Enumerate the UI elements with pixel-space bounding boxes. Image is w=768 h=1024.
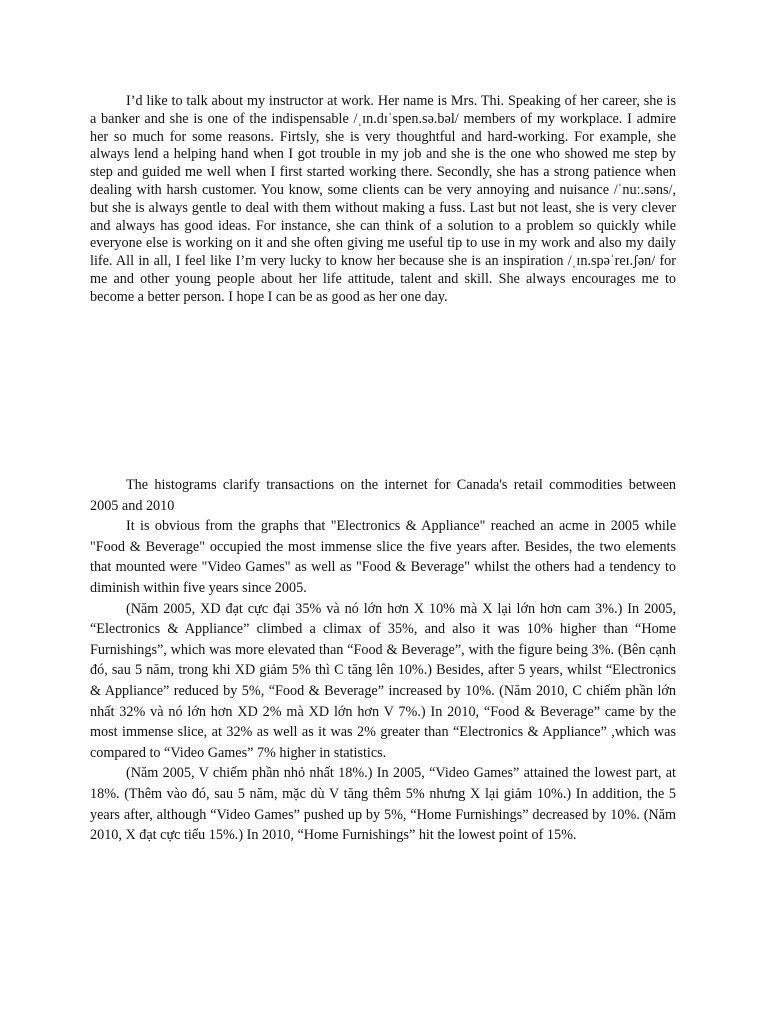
paragraph: I’d like to talk about my instructor at work. Her name is Mrs. Thi. Speaking of her career, she is a banker and she is one of the indispensable /ˌɪn.dɪˈspen.sə.bəl/ members of my workplace. I admire her so much for some reasons. Firtsly, she is very thoughtful and hard-working. For example, she always lend a helping hand when I got trouble in my job and she is the one who showed me step by step and guided me well when I first started working there. Secondly, she has a strong patience when dealing with harsh customer. You know, some clients can be very annoying and nuisance /ˈnuː.səns/, but she is always gentle to deal with them without making a fuss. Last but not least, she is very clever and always has good ideas. For instance, she can think of a solution to a problem so quickly while everyone else is working on it and she often giving me useful tip to use in my work and also my daily life. All in all, I feel like I’m very lucky to know her because she is an inspiration /ˌɪn.spəˈreɪ.ʃən/ for me and other young people about her life attitude, talent and skill. She always encourages me to become a better person. I hope I can be as good as her one day. [90, 93, 676, 305]
paragraph: (Năm 2005, XD đạt cực đại 35% và nó lớn hơn X 10% mà X lại lớn hơn cam 3%.) In 2005, “Electronics & Appliance” climbed a climax of 35%, and also it was 10% higher than “Home Furnishings”, which was more elevated than “Food & Beverage”, with the figure being 3%. (Bên cạnh đó, sau 5 năm, trong khi XD giảm 5% thì C tăng lên 10%.) Besides, after 5 years, whilst “Electronics & Appliance” reduced by 5%, “Food & Beverage” increased by 10%. (Năm 2010, C chiếm phần lớn nhất 32% và nó lớn hơn XD 2% mà XD lớn hơn V 7%.) In 2010, “Food & Beverage” came by the most immense slice, at 32% as well as it was 2% greater than “Electronics & Appliance” ,which was compared to “Video Games” 7% higher in statistics. [90, 600, 676, 761]
section-instructor-essay [90, 93, 676, 307]
paragraph: The histograms clarify transactions on the internet for Canada's retail commodities between 2005 and 2010 [90, 477, 676, 514]
section-chart-essay [90, 475, 676, 846]
paragraph: It is obvious from the graphs that "Electronics & Appliance" reached an acme in 2005 while "Food & Beverage" occupied the most immense slice the five years after. Besides, the two elements that mounted were "Video Games" as well as "Food & Beverage" whilst the others had a tendency to diminish within five years since 2005. [90, 518, 676, 596]
paragraph: (Năm 2005, V chiếm phần nhỏ nhất 18%.) In 2005, “Video Games” attained the lowest part, at 18%. (Thêm vào đó, sau 5 năm, mặc dù V tăng thêm 5% nhưng X lại giảm 10%.) In addition, the 5 years after, although “Video Games” pushed up by 5%, “Home Furnishings” decreased by 10%. (Năm 2010, X đạt cực tiểu 15%.) In 2010, “Home Furnishings” hit the lowest point of 15%. [90, 765, 676, 844]
